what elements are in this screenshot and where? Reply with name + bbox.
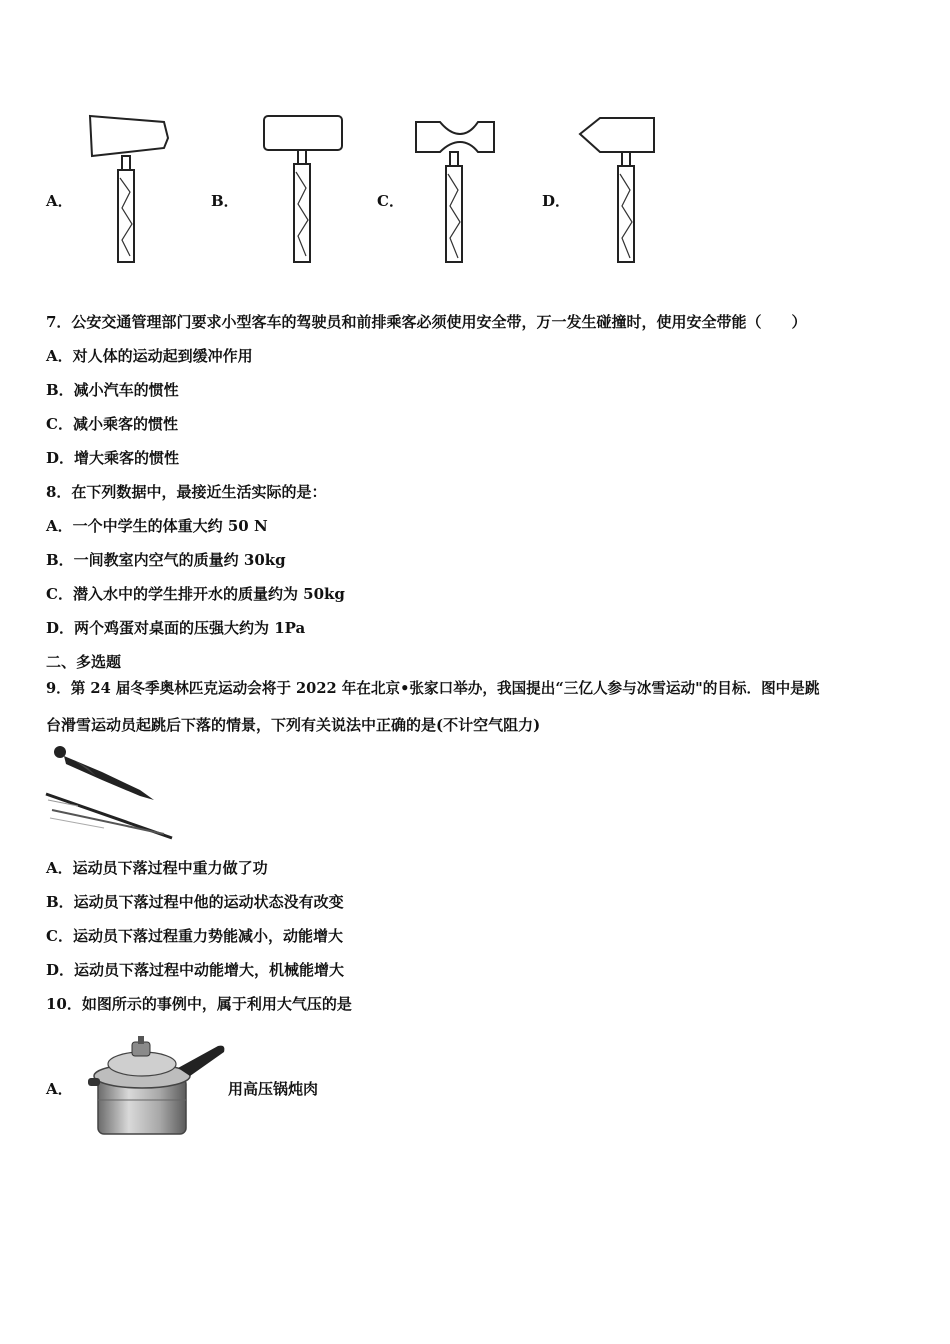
q6-option-a-label: A．: [46, 192, 73, 210]
pressure-cooker-figure: [86, 1028, 228, 1140]
q6-option-c-label: C．: [377, 192, 404, 210]
q9-stem-line2: 台滑雪运动员起跳后下落的情景，下列有关说法中正确的是(不计空气阻力): [46, 716, 541, 734]
q9-option-c: C．运动员下落过程重力势能减小，动能增大: [46, 927, 343, 945]
q8-option-a: A．一个中学生的体重大约 50 N: [46, 517, 268, 535]
q7-stem: 7．公安交通管理部门要求小型客车的驾驶员和前排乘客必须使用安全带，万一发生碰撞时，使用安全带能（ ）: [46, 313, 807, 331]
q9-option-b: B．运动员下落过程中他的运动状态没有改变: [46, 893, 344, 911]
q7-option-a: A．对人体的运动起到缓冲作用: [46, 347, 253, 365]
hammer-a-figure: [86, 112, 170, 267]
q8-option-c: C．潜入水中的学生排开水的质量约为 50kg: [46, 585, 345, 603]
q9-option-d: D．运动员下落过程中动能增大，机械能增大: [46, 961, 345, 979]
hammer-b-figure: [260, 112, 346, 267]
q10-option-a-label: A．: [46, 1080, 73, 1098]
q10-option-a-caption: 用高压锅炖肉: [228, 1080, 319, 1098]
q9-stem-line1: 9．第 24 届冬季奥林匹克运动会将于 2022 年在北京•张家口举办，我国提出“三亿人参与冰雪运动"的目标．图中是跳: [46, 680, 820, 697]
section-heading: 二、多选题: [46, 653, 122, 671]
q10-stem: 10．如图所示的事例中，属于利用大气压的是: [46, 995, 352, 1013]
q6-option-b-label: B．: [211, 192, 239, 210]
q7-option-c: C．减小乘客的惯性: [46, 415, 178, 433]
q8-option-b: B．一间教室内空气的质量约 30kg: [46, 551, 286, 569]
q9-option-a: A．运动员下落过程中重力做了功: [46, 859, 268, 877]
ski-jumper-figure: [44, 742, 176, 842]
q7-option-b: B．减小汽车的惯性: [46, 381, 179, 399]
hammer-d-figure: [576, 114, 660, 266]
q8-stem: 8．在下列数据中，最接近生活实际的是：: [46, 483, 327, 501]
q8-option-d: D．两个鸡蛋对桌面的压强大约为 1Pa: [46, 619, 306, 637]
hammer-c-figure: [412, 118, 498, 268]
q6-option-d-label: D．: [542, 192, 571, 210]
q7-option-d: D．增大乘客的惯性: [46, 449, 180, 467]
